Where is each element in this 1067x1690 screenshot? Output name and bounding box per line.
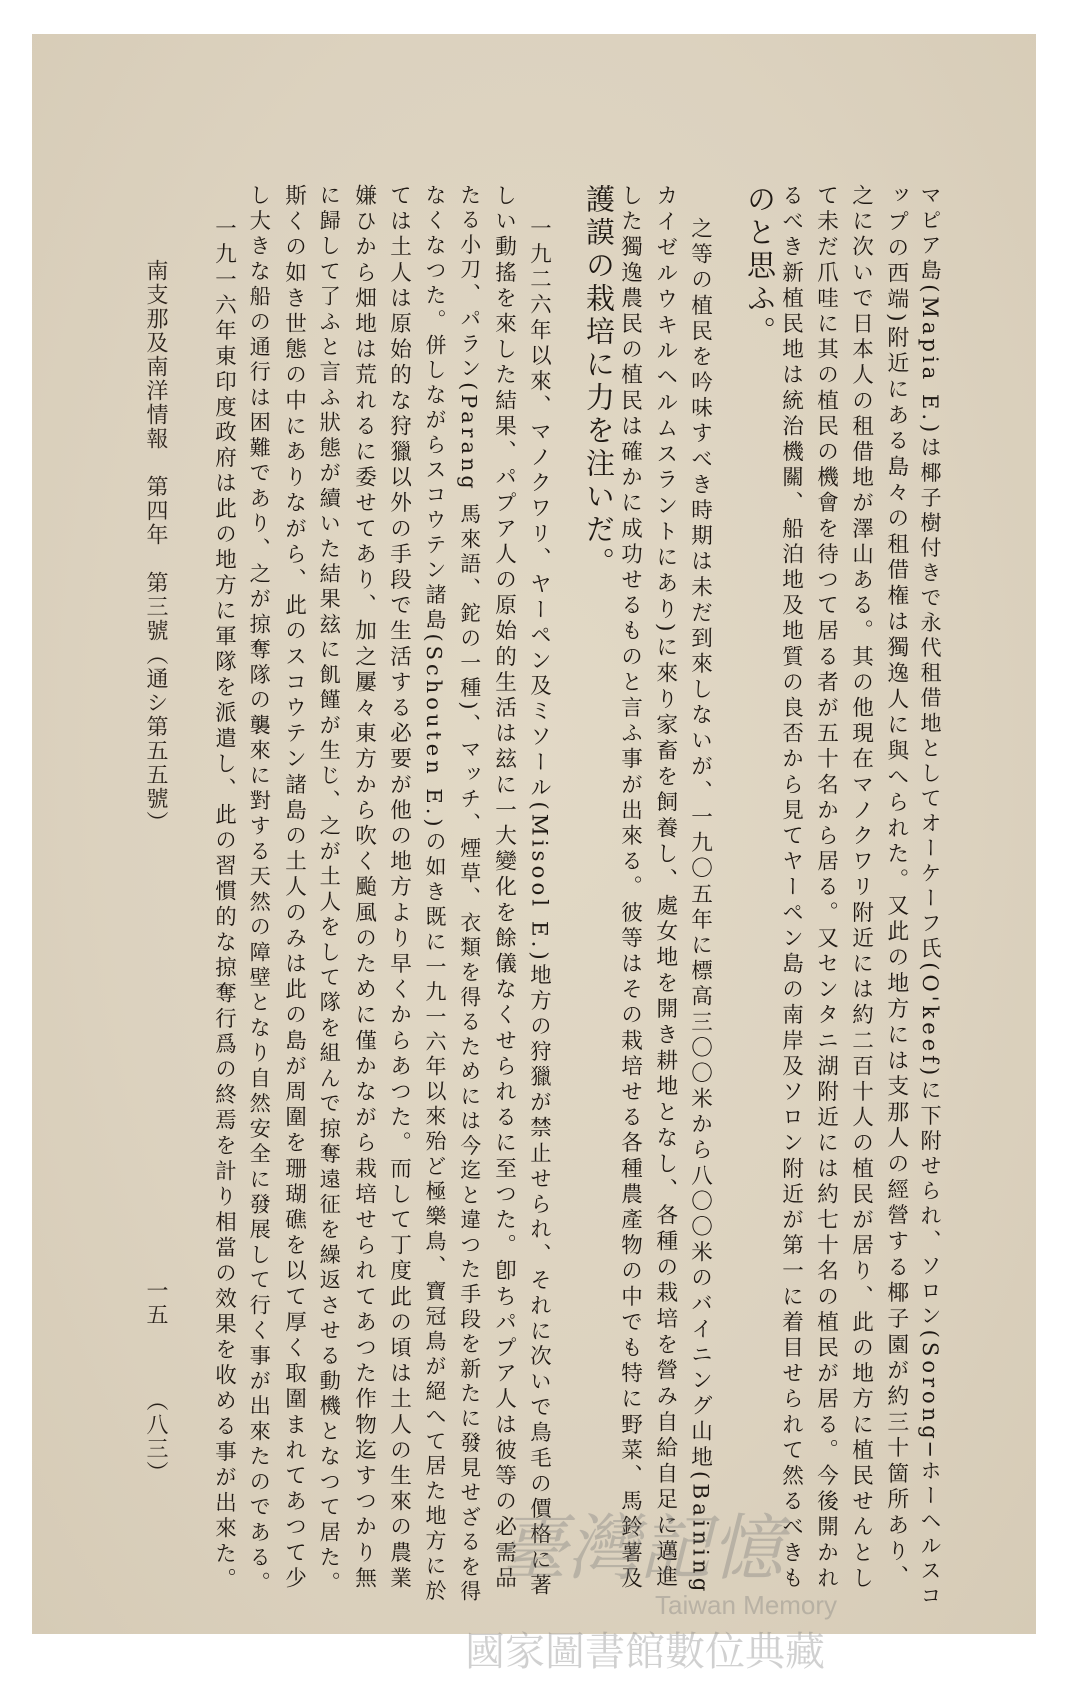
text-column: たる小刀、パラン(Parang 馬來語、鉈の一種)、マッチ、煙草、衣類を得るためには今迄と違つた手段を新たに發見せざるを得 bbox=[456, 184, 481, 1606]
text-column: て未だ爪哇に其の植民の機會を待つて居る者が五十名から居る。又センタニ湖附近には約七十名の植民が居る。今後開かれ bbox=[813, 184, 839, 1592]
text-column: 之等の植民を吟味すべき時期は未だ到來しないが、一九〇五年に標高三〇〇米から八〇〇米のバイニング山地(Baining bbox=[687, 217, 713, 1596]
journal-title: 南支那及南洋情報 第四年 第三號（通シ第五五號） bbox=[143, 259, 168, 835]
page-number: 一五 bbox=[143, 1279, 168, 1327]
watermark-script: 臺灣記憶 bbox=[495, 1506, 784, 1590]
text-column: しい動搖を來した結果、パプア人の原始的生活は玆に一大變化を餘儀なくせられるに至つた。卽ちパプア人は彼等の必需品 bbox=[491, 184, 517, 1592]
text-column: 斯くの如き世態の中にありながら、此のスコウテン諸島の土人のみは此の島が周圍を珊瑚礁を以て厚く取圍まれてあつて少 bbox=[281, 184, 307, 1592]
text-column: した獨逸農民の植民は確かに成功せるものと言ふ事が出來る。彼等はその栽培せる各種農產物の中でも特に野菜、馬鈴薯及 bbox=[617, 184, 643, 1592]
text-column: るべき新植民地は統治機關、船泊地及地質の良否から見てヤーペン島の南岸及ソロン附近が第一に着目せられて然るべきも bbox=[778, 184, 804, 1592]
text-column: マピア島(Mapia E.)は椰子樹付きで永代租借地としてオーケーフ氏(O'keef)に下附せられ、ソロン(Sorong─ホーヘルスコ bbox=[918, 184, 944, 1610]
serial-page-number: （八三） bbox=[143, 1389, 168, 1485]
text-column: し大きな船の通行は困難であり、之が掠奪隊の襲來に對する天然の障壁となり自然安全に發展して行く事が出來たのである。 bbox=[246, 184, 272, 1597]
text-column: ップの西端)附近にある島々の租借権は獨逸人に與へられた。又此の地方には支那人の經營する椰子園が約三十箇所あり、 bbox=[883, 184, 909, 1591]
text-column: 一九一六年東印度政府は此の地方に軍隊を派遣し、此の習慣的な掠奪行爲の終焉を計り相當の效果を收める事が出來た。 bbox=[211, 217, 237, 1593]
text-column: なくなつた。併しながらスコウテン諸島(Schouten E.)の如き既に一九一六年以來殆ど極樂鳥、寶冠鳥が絕へて居た地方に於 bbox=[421, 184, 446, 1605]
text-column: カイゼルウキルヘルムスラントにあり)に來り家畜を飼養し、處女地を開き耕地となし、各種の栽培を營み自給自足に邁進 bbox=[652, 184, 678, 1591]
text-column: ては土人は原始的な狩獵以外の手段で生活する必要が他の地方より早くからあつた。而して丁度此の頃は土人の生來の農業 bbox=[386, 184, 412, 1592]
document-page bbox=[32, 34, 1036, 1634]
text-column: 一九二六年以來、マノクワリ、ヤーペン及ミソール(Misool E.)地方の狩獵が禁止せられ、それに次いで鳥毛の價格に著 bbox=[526, 217, 552, 1599]
text-column: に歸して了ふと言ふ狀態が續いた結果玆に飢饉が生じ、之が土人をして隊を組んで掠奪遠征を繰返させる動機となつて居た。 bbox=[316, 184, 342, 1597]
text-column: 之に次いで日本人の租借地が澤山ある。其の他現在マノクワリ附近には約二百十人の植民が居り、此の地方に植民せんとし bbox=[848, 184, 874, 1592]
watermark-library: 國家圖書館數位典藏 bbox=[465, 1629, 825, 1675]
text-column: 嫌ひから畑地は荒れるに委せてあり、加之屢々東方から吹く颱風のために僅かながら栽培せられてあつた作物迄すつかり無 bbox=[351, 184, 377, 1592]
watermark-latin: Taiwan Memory bbox=[655, 1590, 838, 1620]
text-column: のと思ふ。 bbox=[743, 184, 777, 349]
text-column: 護謨の栽培に力を注いだ。 bbox=[582, 184, 616, 580]
